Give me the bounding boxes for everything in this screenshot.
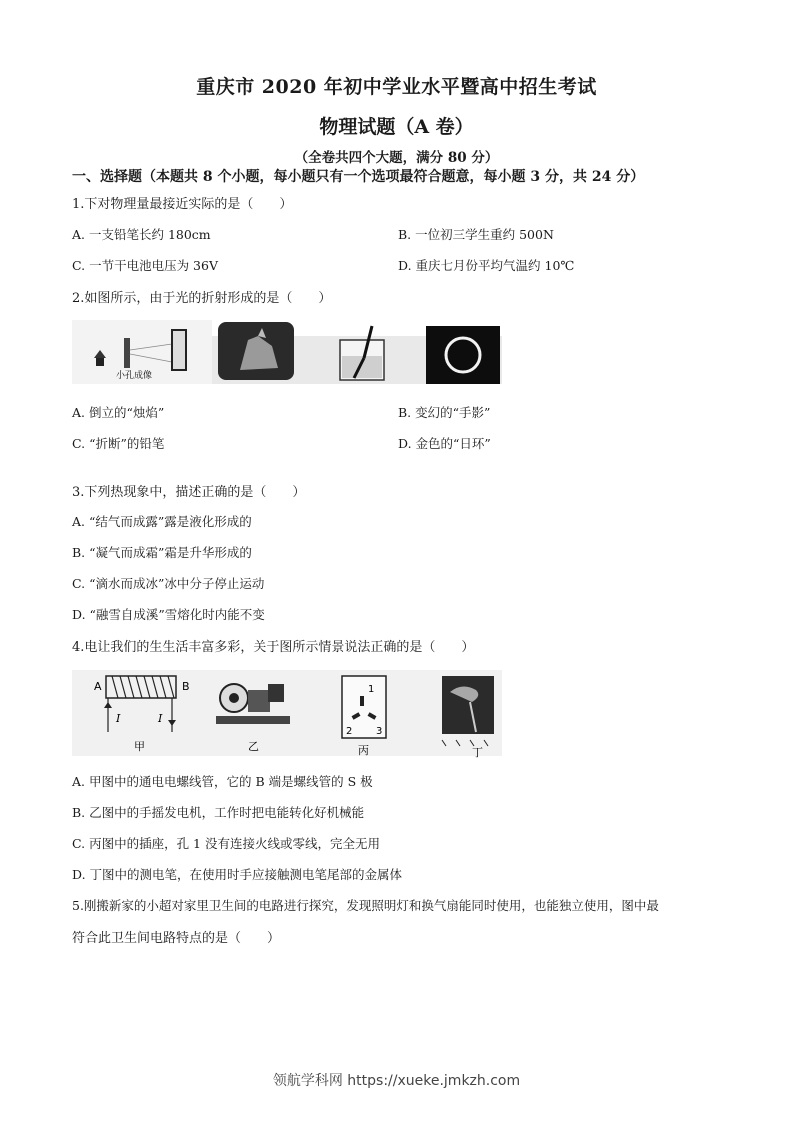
solenoid-label-a: A [94, 680, 102, 693]
q1-option-b: B. 一位初三学生重约 500N [398, 227, 554, 242]
q4-figure-strip [72, 662, 502, 760]
q4-option-b: B. 乙图中的手摇发电机，工作时把电能转化好机械能 [72, 805, 365, 820]
q1-stem: 1.下对物理量最接近实际的是（ ） [72, 197, 293, 212]
q2-option-c: C. “折断”的铅笔 [72, 436, 165, 451]
solar-eclipse-figure [426, 326, 500, 384]
q3-stem: 3.下列热现象中，描述正确的是（ ） [72, 485, 306, 500]
q1-option-a: A. 一支铅笔长约 180cm [72, 227, 211, 242]
q2-option-a: A. 倒立的“烛焰” [72, 405, 165, 420]
q4-option-a: A. 甲图中的通电电螺线管，它的 B 端是螺线管的 S 极 [72, 774, 373, 789]
q3-option-a: A. “结气而成露”露是液化形成的 [72, 514, 252, 529]
figure-label-ding: 丁 [472, 746, 483, 759]
q4-option-d: D. 丁图中的测电笔，在使用时手应接触测电笔尾部的金属体 [72, 867, 403, 882]
q2-stem: 2.如图所示，由于光的折射形成的是（ ） [72, 291, 332, 306]
pinhole-label: 小孔成像 [116, 371, 153, 381]
current-label-left: I [116, 712, 121, 725]
q4-option-c: C. 丙图中的插座，孔 1 没有连接火线或零线，完全无用 [72, 836, 380, 851]
figure-label-yi: 乙 [248, 740, 259, 753]
solenoid-label-b: B [182, 680, 190, 693]
socket-hole-1-label: 1 [368, 684, 375, 695]
q2-option-b: B. 变幻的“手影” [398, 405, 491, 420]
q5-stem-line2: 符合此卫生间电路特点的是（ ） [72, 931, 281, 946]
exam-subtitle: 物理试题（A 卷） [319, 116, 474, 138]
footer-watermark: 领航学科网 https://xueke.jmkzh.com [272, 1073, 521, 1089]
q1-option-c: C. 一节干电池电压为 36V [72, 258, 218, 273]
current-label-right: I [158, 712, 163, 725]
q2-figure-strip [72, 318, 502, 386]
q2-figures [72, 318, 502, 386]
q3-option-d: D. “融雪自成溪”雪熔化时内能不变 [72, 607, 265, 622]
section-heading: 一、选择题（本题共 8 个小题，每小题只有一个选项最符合题意，每小题 3 分，共 24 分） [72, 169, 645, 185]
q3-option-c: C. “滴水而成冰”冰中分子停止运动 [72, 576, 265, 591]
q1-option-d: D. 重庆七月份平均气温约 10℃ [398, 258, 575, 273]
q4-figures [72, 662, 502, 760]
socket-hole-2-label: 2 [346, 726, 353, 737]
q4-stem: 4.电让我们的生生活丰富多彩，关于图所示情景说法正确的是（ ） [72, 640, 475, 655]
pencil-in-water-figure [340, 326, 384, 380]
q5-stem-line1: 5.刚搬新家的小超对家里卫生间的电路进行探究，发现照明灯和换气扇能同时使用，也能独立使用，图中最 [72, 898, 659, 913]
figure-label-jia: 甲 [134, 740, 145, 753]
hand-shadow-figure [218, 322, 294, 380]
exam-note: （全卷共四个大题，满分 80 分） [294, 150, 499, 166]
q2-option-d: D. 金色的“日环” [398, 436, 491, 451]
pinhole-figure [72, 320, 212, 384]
figure-label-bing: 丙 [358, 744, 369, 757]
exam-title: 重庆市 2020 年初中学业水平暨高中招生考试 [196, 76, 597, 98]
q3-option-b: B. “凝气而成霜”霜是升华形成的 [72, 545, 252, 560]
socket-hole-3-label: 3 [376, 726, 383, 737]
